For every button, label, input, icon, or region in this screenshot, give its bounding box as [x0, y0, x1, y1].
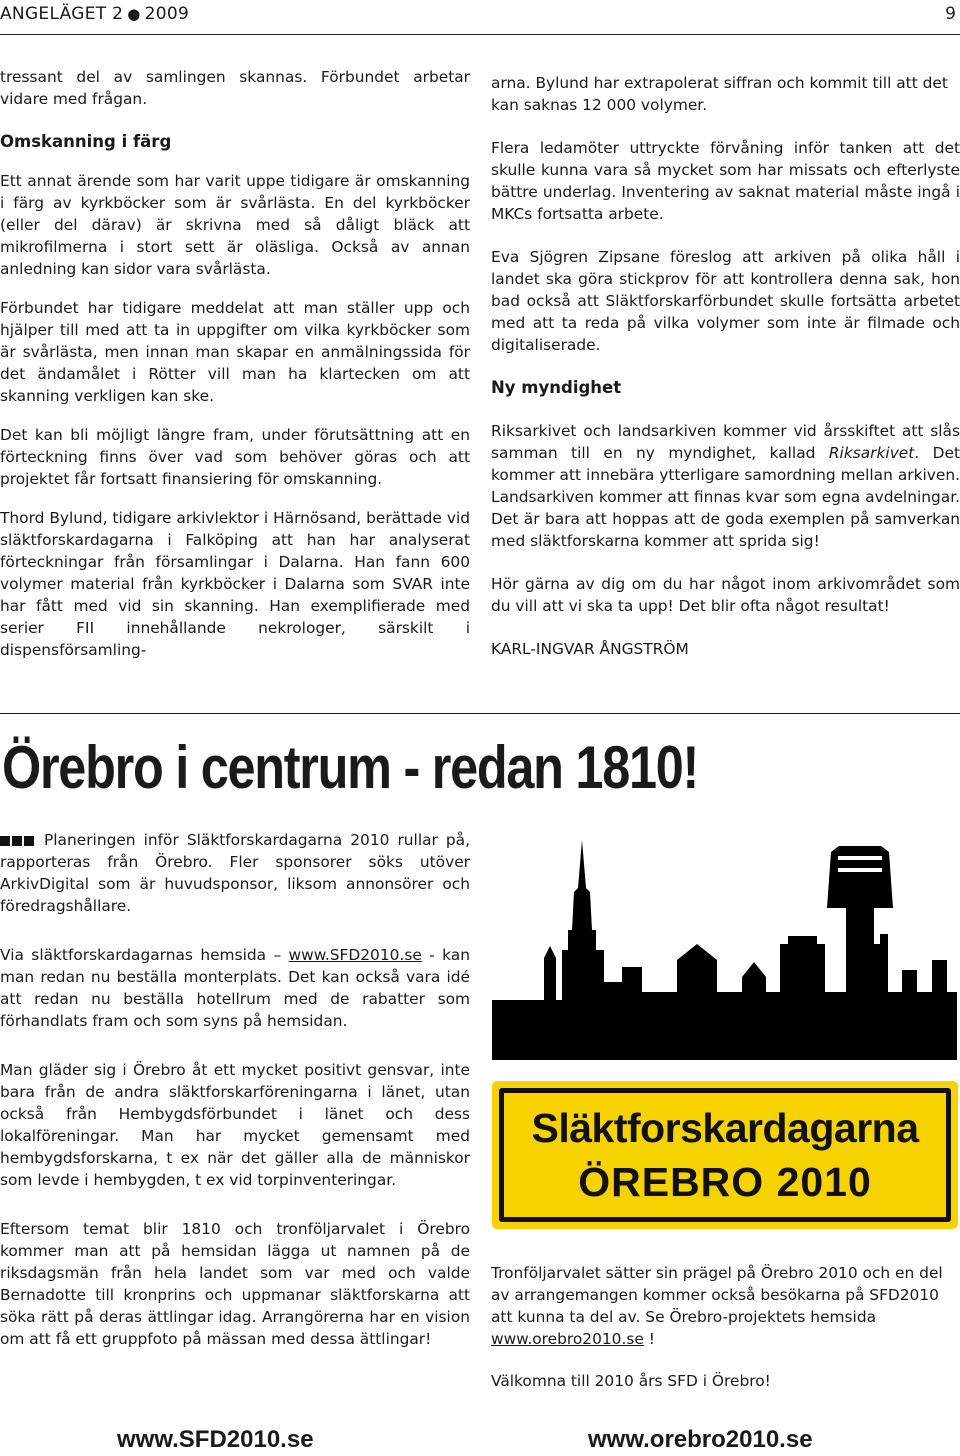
- text-run: Riksarkivet och landsarkiven kommer vid årsskiftet att slås samman till en ny myndighet, kallad: [491, 422, 960, 462]
- issue-label: ANGELÄGET 2: [0, 4, 124, 24]
- footer-link-orebro2010[interactable]: www.orebro2010.se: [588, 1426, 813, 1453]
- paragraph: Ett annat ärende som har varit uppe tidigare är omskanning i färg av kyrkböcker som är svårlästa. En del kyrkböcker (eller del därav) är skrivna med så dåligt bläck att mikrofilmerna i stort sett är oläsliga. Också av annan anledning kan sidor vara svårlästa.: [0, 172, 470, 278]
- paragraph: arna. Bylund har extrapolerat siffran och kommit till att det kan saknas 12 000 volymer.: [491, 74, 948, 114]
- section-heading-ny-myndighet: Ny myndighet: [491, 378, 622, 397]
- issue-year: 2009: [144, 4, 190, 24]
- text-run: Planeringen inför Släktforskardagarna 2010 rullar på, rapporteras från Örebro. Fler sponsorer söks utöver ArkivDigital som är huvudsponsor, liksom annonsörer och föredragshållare.: [0, 831, 470, 915]
- welcome-line: Välkomna till 2010 års SFD i Örebro!: [491, 1372, 771, 1390]
- paragraph: Man gläder sig i Örebro åt ett mycket positivt gensvar, inte bara från de andra släktforskarföreningarna i länet, utan också från Hembygdsförbundet i länet och dess lokalföreningar. Man har mycket gemensamt med hembygdsforskarna, t ex när det gäller alla de människor som levde i hembygden, t ex vid torpinventeringar.: [0, 1061, 470, 1189]
- text-run: !: [643, 1330, 655, 1348]
- orebro2010-link[interactable]: www.orebro2010.se: [491, 1330, 644, 1348]
- left-column-bottom: [0, 829, 470, 1367]
- paragraph: Thord Bylund, tidigare arkivlektor i Härnösand, berättade vid släktforskardagarna i Falköping att han har analyserat förteckningar från församlingar i Dalarna. Han fann 600 volymer material från kyrkböcker i Dalarna som SVAR inte har fått med vid sin skanning. Han exemplifierade med serier FII innehållande nekrologer, särskilt i dispensförsamling-: [0, 509, 470, 659]
- author-signature: KARL-INGVAR ÅNGSTRÖM: [491, 640, 689, 658]
- sign-title: Släktforskardagarna: [531, 1105, 919, 1151]
- sign-subtitle: ÖREBRO 2010: [578, 1159, 872, 1205]
- paragraph: Det kan bli möjligt längre fram, under förutsättning att en förteckning finns över vad som behöver göras och att projektet får fortsatt finansiering för omskanning.: [0, 426, 470, 488]
- header-divider: [0, 34, 960, 35]
- paragraph: tressant del av samlingen skannas. Förbundet arbetar vidare med frågan.: [0, 68, 470, 108]
- page-number: 9: [945, 4, 956, 24]
- sign-border: [499, 1088, 951, 1222]
- paragraph: Förbundet har tidigare meddelat att man ställer upp och hjälper till med att ta in uppgifter om vilka kyrkböcker som är svårlästa, men innan man skapar en anmälningssida för det ändamålet i Rötter vill man ha klartecken om att skanning verkligen kan ske.: [0, 299, 470, 405]
- section-heading-omskanning: Omskanning i färg: [0, 132, 172, 151]
- article-headline: Örebro i centrum - redan 1810!: [2, 734, 699, 801]
- right-column-top: [491, 72, 960, 677]
- bullet-separator: ●: [127, 5, 141, 23]
- text-run: Tronföljarvalet sätter sin prägel på Örebro 2010 och en del av arrangemangen kommer också besökarna på SFD2010 att kunna ta del av. Se Örebro-projektets hemsida: [491, 1264, 943, 1326]
- text-run: . Det kommer att innebära ytterligare samordning mellan arkiven. Landsarkiven kommer att finnas kvar som egna avdelningar. Det är bara att hoppas att de goda exemplen på samverkan med släktforskarna kommer att sprida sig!: [491, 444, 960, 550]
- paragraph: Flera ledamöter uttryckte förvåning inför tanken att det skulle kunna vara så mycket som har missats och efterlyste bättre underlag. Inventering av saknat material måste ingå i MKCs fortsatta arbete.: [491, 139, 960, 223]
- paragraph: [491, 1262, 960, 1350]
- paragraph: Eva Sjögren Zipsane föreslog att arkiven på olika håll i landet ska göra stickprov för att kontrollera denna sak, hon bad också att Släktforskarförbundet skulle fortsätta arbetet med att ta reda på vilka volymer som inte är filmade och digitaliserade.: [491, 248, 960, 354]
- paragraph: [0, 829, 470, 917]
- paragraph: [0, 944, 470, 1032]
- paragraph: [491, 420, 960, 552]
- footer-link-sfd2010[interactable]: www.SFD2010.se: [117, 1426, 314, 1453]
- left-column-top: [0, 66, 470, 678]
- emphasis-riksarkivet: Riksarkivet: [828, 444, 915, 462]
- sfd2010-link[interactable]: www.SFD2010.se: [288, 946, 422, 964]
- right-column-bottom: [491, 1262, 960, 1409]
- paragraph: Eftersom temat blir 1810 och tronföljarvalet i Örebro kommer man att på hemsidan lägga ut namnen på de riksdagsmän från hela landet som var med och valde Bernadotte till kronprins och uppmanar släktforskarna att söka rätt på deras ättlingar idag. Arrangörerna har en vision om att få ett gruppfoto på mässan med dessa ättlingar!: [0, 1220, 470, 1348]
- paragraph: Hör gärna av dig om du har något inom arkivområdet som du vill att vi ska ta upp! Det blir ofta något resultat!: [491, 575, 960, 615]
- orebro-skyline-silhouette: [492, 832, 957, 1060]
- section-marker-icon: [0, 829, 36, 851]
- running-header-issue: [0, 4, 189, 24]
- event-sign: [492, 1081, 958, 1229]
- section-divider: [0, 713, 960, 714]
- text-run: Via släktforskardagarnas hemsida –: [0, 946, 289, 964]
- text-run: - kan man redan nu beställa monterplats. Det kan också vara idé att redan nu beställa hotellrum med de rabatter som förhandlats fram och som syns på hemsidan.: [0, 946, 470, 1030]
